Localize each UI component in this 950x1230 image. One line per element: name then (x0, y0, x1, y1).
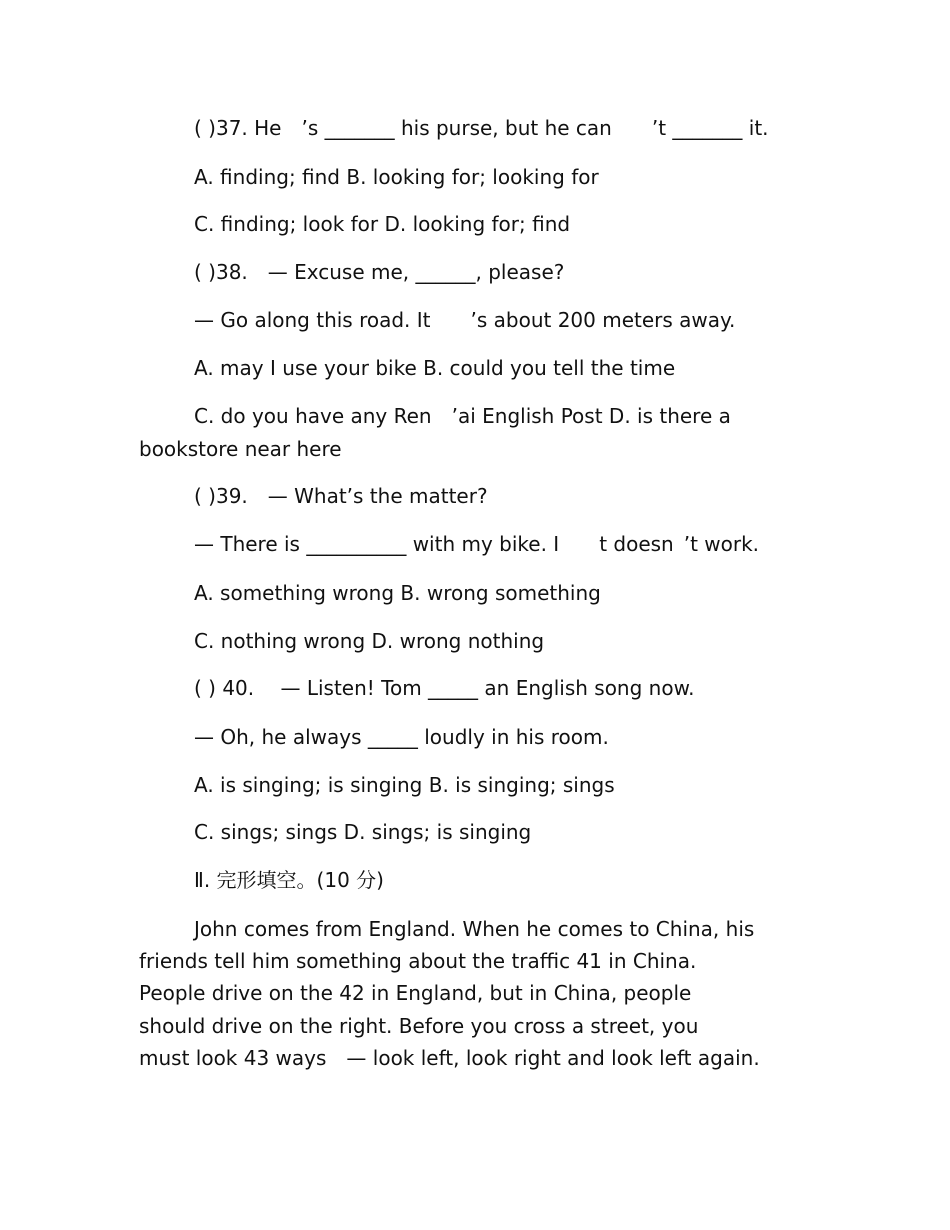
passage-line: John comes from England. When he comes to China, his (194, 917, 755, 941)
passage-line: friends tell him something about the traffic 41 in China. (139, 949, 697, 973)
question-39-options-cd: C. nothing wrong D. wrong nothing (194, 629, 545, 653)
passage-line: should drive on the right. Before you cross a street, you (139, 1014, 699, 1038)
question-37-stem: ( )37. He ’s _______ his purse, but he can ’t _______ it. (194, 116, 769, 140)
question-38-options-cd: C. do you have any Ren ’ai English Post D. is there a (194, 404, 731, 428)
question-38-reply: — Go along this road. It ’s about 200 meters away. (194, 308, 736, 332)
question-40-reply: — Oh, he always _____ loudly in his room. (194, 725, 609, 749)
passage-line: People drive on the 42 in England, but in China, people (139, 981, 692, 1005)
section-heading: Ⅱ. 完形填空。(10 分) (194, 868, 384, 892)
question-37-options-ab: A. finding; find B. looking for; looking for (194, 165, 599, 189)
question-39-stem: ( )39. — What’s the matter? (194, 484, 488, 508)
question-38-options-cd-continued: bookstore near here (139, 437, 342, 461)
question-40-options-ab: A. is singing; is singing B. is singing; sings (194, 773, 615, 797)
question-38-options-ab: A. may I use your bike B. could you tell the time (194, 356, 676, 380)
question-39-reply: — There is __________ with my bike. I t doesn ’t work. (194, 532, 760, 556)
passage-line: must look 43 ways — look left, look right and look left again. (139, 1046, 760, 1070)
question-40-stem: ( ) 40. — Listen! Tom _____ an English song now. (194, 676, 695, 700)
question-37-options-cd: C. finding; look for D. looking for; find (194, 212, 571, 236)
question-39-options-ab: A. something wrong B. wrong something (194, 581, 601, 605)
question-38-stem: ( )38. — Excuse me, ______, please? (194, 260, 565, 284)
question-40-options-cd: C. sings; sings D. sings; is singing (194, 820, 532, 844)
